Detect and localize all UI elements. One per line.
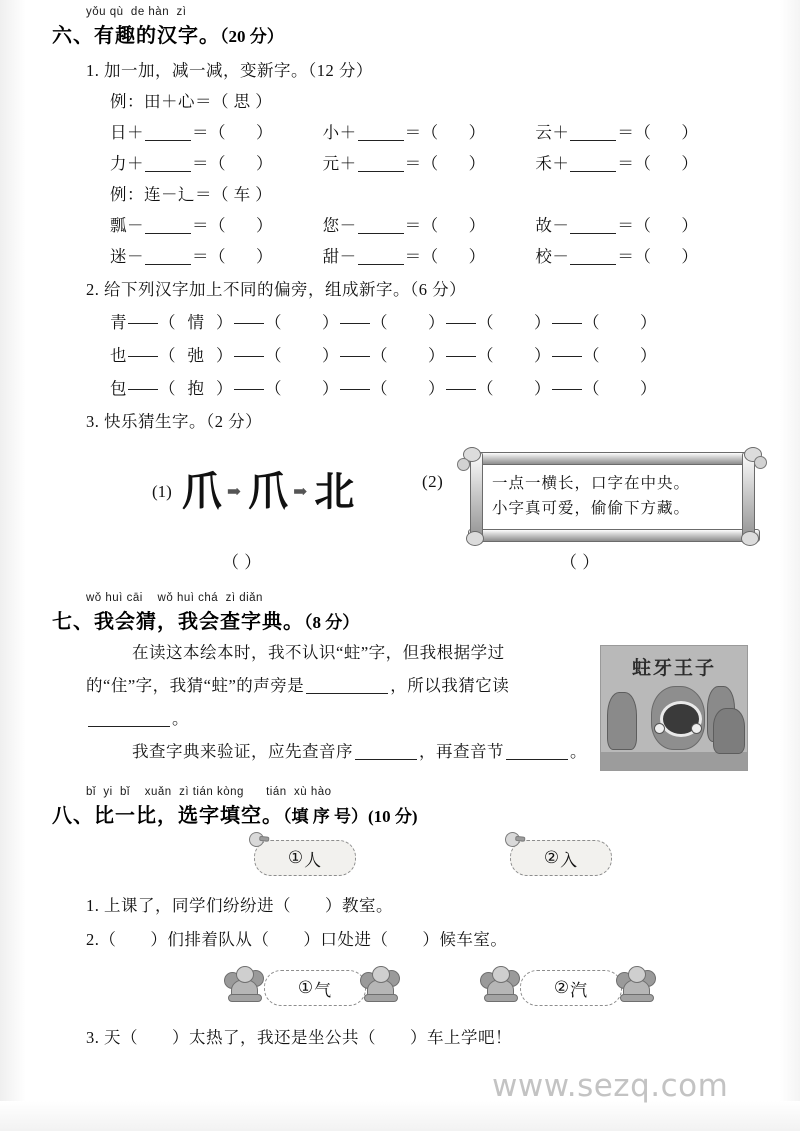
q7-paragraph xyxy=(86,636,611,768)
q7-phonetic-blank[interactable] xyxy=(306,678,388,694)
eq-left: 您－ xyxy=(322,216,357,235)
scroll-bead-icon xyxy=(754,456,767,469)
chain-dash xyxy=(340,347,370,357)
equation-cell xyxy=(535,150,748,174)
sentence-3-b: ）太热了，我还是坐公共（ xyxy=(172,1028,376,1047)
eq-close: ） xyxy=(256,247,273,266)
book-cover-title: 蛀牙王子 xyxy=(631,657,716,679)
q8-choice-row-1 xyxy=(52,834,748,882)
chain-dash xyxy=(234,314,264,324)
chain-dash xyxy=(552,314,582,324)
q1-sub-row-1 xyxy=(110,212,748,236)
choice-chip-ren[interactable] xyxy=(254,840,356,876)
sentence-1-end: ）教室。 xyxy=(325,896,393,915)
chain-base-char: 包 xyxy=(110,379,127,398)
eq-close: ） xyxy=(468,154,486,173)
worksheet-content xyxy=(0,6,800,1048)
mascot-head xyxy=(628,966,646,983)
elephant-mascot-icon xyxy=(616,966,656,1002)
pin-icon xyxy=(503,830,522,849)
chain-given-char: 弛 xyxy=(187,346,205,365)
answer-blank[interactable] xyxy=(358,125,404,141)
q7-line4-a: 我查字典来验证，应先查音序 xyxy=(132,742,353,761)
chip-char: 人 xyxy=(304,850,323,870)
q1-prompt: 1. 加一加，减一减，变新字。（12 分） xyxy=(86,61,373,80)
section-seven-title-text: 七、我会猜，我会查字典。 xyxy=(52,609,304,633)
chain-dash xyxy=(552,380,582,390)
choice-chip-qi-steam[interactable] xyxy=(520,970,622,1006)
eq-close: ） xyxy=(256,216,273,235)
answer-blank[interactable] xyxy=(358,249,404,265)
section-header-six xyxy=(52,6,748,48)
answer-blank[interactable] xyxy=(570,249,616,265)
eq-left: 瓢－ xyxy=(110,216,144,235)
section-eight-points: （填 序 号）(10 分) xyxy=(283,807,418,826)
answer-blank[interactable] xyxy=(570,156,616,172)
eq-close: ） xyxy=(256,154,273,173)
sentence-3-a: 3. 天（ xyxy=(86,1028,138,1047)
chain-dash xyxy=(446,314,476,324)
eq-left: 元＋ xyxy=(322,154,357,173)
chain-dash xyxy=(552,347,582,357)
mascot-head xyxy=(372,966,390,983)
eq-equals: ＝（ xyxy=(617,123,652,142)
q3-item1-answer-paren[interactable]: （ ） xyxy=(222,553,262,572)
equation-cell xyxy=(110,243,323,267)
chain-dash xyxy=(234,380,264,390)
section-seven-title xyxy=(52,605,748,634)
chain-dash xyxy=(128,347,158,357)
section-header-seven xyxy=(52,592,748,634)
site-watermark: www.sezq.com xyxy=(492,1068,729,1104)
equation-cell xyxy=(323,243,536,267)
q3-item2-label: (2) xyxy=(422,472,444,491)
chip-number: ② xyxy=(543,848,561,867)
eq-equals: ＝（ xyxy=(192,154,226,173)
q3-prompt: 3. 快乐猜生字。（2 分） xyxy=(86,412,263,431)
answer-blank[interactable] xyxy=(570,218,616,234)
arrow-right-icon: ➡ xyxy=(226,482,242,501)
chip-number: ② xyxy=(553,978,571,997)
seal-script-glyph: 爪 xyxy=(248,469,287,515)
chain-dash xyxy=(340,314,370,324)
eq-equals: ＝（ xyxy=(404,154,439,173)
q7-line4-b: ，再查音节 xyxy=(419,742,504,761)
q7-line4-c: 。 xyxy=(570,742,587,761)
section-eight-pinyin: bǐ yi bǐ xuǎn zì tián kòng tián xù hào xyxy=(86,786,332,798)
chip-char: 气 xyxy=(314,980,333,1000)
oracle-bone-glyph: 爪 xyxy=(181,469,220,515)
eq-left: 迷－ xyxy=(110,247,144,266)
sentence-2-b: ）们排着队从（ xyxy=(150,930,270,949)
chain-dash xyxy=(446,347,476,357)
choice-chip-qi-air[interactable] xyxy=(264,970,366,1006)
q8-sentence-1 xyxy=(86,892,748,916)
section-six-title xyxy=(52,19,748,48)
eq-left: 力＋ xyxy=(110,154,144,173)
answer-blank[interactable] xyxy=(358,156,404,172)
section-header-eight xyxy=(52,786,748,828)
answer-blank[interactable] xyxy=(145,125,191,141)
eq-close: ） xyxy=(256,123,273,142)
q2-row-ye: 也 （ 弛 ） （ ） （ ） （ ） （ ） xyxy=(110,342,748,366)
elephant-mascot-icon xyxy=(360,966,400,1002)
q3-glyph-evolution xyxy=(152,469,353,515)
section-eight-title-text: 八、比一比，选字填空。 xyxy=(52,803,283,827)
answer-blank[interactable] xyxy=(145,218,191,234)
eq-equals: ＝（ xyxy=(192,123,226,142)
sentence-3-c: ）车上学吧！ xyxy=(410,1028,512,1047)
mascot-foot xyxy=(364,994,398,1002)
equation-cell xyxy=(110,150,323,174)
bamboo-scroll-frame xyxy=(460,444,765,546)
section-six-pinyin: yǒu qù de hàn zì xyxy=(86,6,187,18)
eq-equals: ＝（ xyxy=(404,216,439,235)
chip-number: ① xyxy=(287,848,305,867)
eq-equals: ＝（ xyxy=(192,216,226,235)
q7-line2-a: 的“住”字，我猜“蛀”的声旁是 xyxy=(86,676,305,695)
answer-blank[interactable] xyxy=(145,156,191,172)
chain-dash xyxy=(128,380,158,390)
chain-dash xyxy=(446,380,476,390)
chain-base-char: 青 xyxy=(110,313,127,332)
eq-left: 甜－ xyxy=(322,247,357,266)
chain-given-char: 情 xyxy=(187,313,205,332)
q7-pinyin-order-blank[interactable] xyxy=(355,744,417,760)
scroll-knot-icon xyxy=(741,531,759,546)
chain-base-char: 也 xyxy=(110,346,127,365)
eq-close: ） xyxy=(468,123,486,142)
q3-item1-label: (1) xyxy=(152,482,172,501)
q8-choice-row-2 xyxy=(52,960,748,1014)
elephant-mascot-icon xyxy=(480,966,520,1002)
q1-add-row-1 xyxy=(110,119,748,143)
mascot-foot xyxy=(620,994,654,1002)
q8-sentence-2 xyxy=(86,926,748,950)
q2-prompt: 2. 给下列汉字加上不同的偏旁，组成新字。（6 分） xyxy=(86,280,467,299)
scroll-knot-icon xyxy=(466,531,484,546)
eq-equals: ＝（ xyxy=(404,247,439,266)
equation-cell xyxy=(535,212,748,236)
section-eight-title xyxy=(52,799,748,828)
section-six-title-text: 六、有趣的汉字。 xyxy=(52,23,220,47)
eq-left: 故－ xyxy=(535,216,570,235)
q1-example-sub: 例：连－辶＝（ 车 ） xyxy=(110,185,273,204)
choice-chip-ru[interactable] xyxy=(510,840,612,876)
q3-riddle-area xyxy=(52,436,748,586)
eq-close: ） xyxy=(681,216,699,235)
eq-equals: ＝（ xyxy=(617,247,652,266)
scan-edge-bottom xyxy=(0,1101,800,1131)
eq-equals: ＝（ xyxy=(617,216,652,235)
eq-left: 禾＋ xyxy=(535,154,570,173)
eq-left: 校－ xyxy=(535,247,570,266)
chip-char: 汽 xyxy=(570,980,589,1000)
scroll-bead-icon xyxy=(457,458,470,471)
eq-close: ） xyxy=(681,154,699,173)
eq-close: ） xyxy=(681,123,699,142)
eq-close: ） xyxy=(681,247,699,266)
eq-equals: ＝（ xyxy=(617,154,652,173)
eq-close: ） xyxy=(468,216,486,235)
equation-cell xyxy=(323,212,536,236)
eq-left: 云＋ xyxy=(535,123,570,142)
q8-sentence-3 xyxy=(86,1024,748,1048)
mascot-head xyxy=(492,966,510,983)
sentence-2-c: ）口处进（ xyxy=(303,930,389,949)
equation-cell xyxy=(110,212,323,236)
chain-given-char: 抱 xyxy=(187,379,205,398)
mascot-head xyxy=(236,966,254,983)
chain-dash xyxy=(340,380,370,390)
chain-dash xyxy=(128,314,158,324)
q2-row-qing: 青 （ 情 ） （ ） （ ） （ ） （ ） xyxy=(110,309,748,333)
chain-dash xyxy=(234,347,264,357)
answer-blank[interactable] xyxy=(145,249,191,265)
q1-example-add: 例：田＋心＝（ 思 ） xyxy=(110,92,273,111)
section-six-points: （20 分） xyxy=(220,27,284,46)
scroll-bar-bottom xyxy=(468,529,760,542)
answer-blank[interactable] xyxy=(570,125,616,141)
arrow-right-icon: ➡ xyxy=(293,482,308,501)
answer-blank[interactable] xyxy=(358,218,404,234)
q7-line3: 。 xyxy=(172,709,189,728)
equation-cell xyxy=(323,150,536,174)
eq-equals: ＝（ xyxy=(192,247,226,266)
q3-item2-answer-paren[interactable]: （ ） xyxy=(560,553,600,572)
modern-glyph: 北 xyxy=(314,469,353,515)
mascot-foot xyxy=(484,994,518,1002)
eq-close: ） xyxy=(468,247,486,266)
q7-line1: 在读这本绘本时，我不认识“蛀”字，但我根据学过 xyxy=(132,643,505,662)
equation-cell xyxy=(535,243,748,267)
riddle-text xyxy=(486,465,739,528)
sentence-1-start: 1. 上课了，同学们纷纷进（ xyxy=(86,896,291,915)
eq-equals: ＝（ xyxy=(404,123,439,142)
chip-number: ① xyxy=(297,978,315,997)
q7-syllable-blank[interactable] xyxy=(506,744,568,760)
section-seven-points: （8 分） xyxy=(304,613,360,632)
riddle-line-1: 一点一横长，口字在中央。 xyxy=(492,475,691,493)
riddle-line-2: 小字真可爱，偷偷下方藏。 xyxy=(492,499,691,517)
sentence-2-d: ）候车室。 xyxy=(422,930,508,949)
chip-char: 入 xyxy=(560,850,579,870)
q2-row-bao: 包 （ 抱 ） （ ） （ ） （ ） （ ） xyxy=(110,375,748,399)
q1-sub-row-2 xyxy=(110,243,748,267)
eq-left: 小＋ xyxy=(322,123,357,142)
scroll-bar-top xyxy=(468,452,760,465)
pin-icon xyxy=(247,830,266,849)
q7-reading-blank[interactable] xyxy=(88,711,170,727)
q1-add-row-2 xyxy=(110,150,748,174)
q7-line2-b: ，所以我猜它读 xyxy=(390,676,510,695)
mascot-foot xyxy=(228,994,262,1002)
equation-cell xyxy=(535,119,748,143)
sentence-2-a: 2.（ xyxy=(86,930,117,949)
equation-cell xyxy=(110,119,323,143)
eq-left: 日＋ xyxy=(110,123,144,142)
section-seven-pinyin: wǒ huì cāi wǒ huì chá zì diǎn xyxy=(86,592,263,604)
equation-cell xyxy=(323,119,536,143)
elephant-mascot-icon xyxy=(224,966,264,1002)
